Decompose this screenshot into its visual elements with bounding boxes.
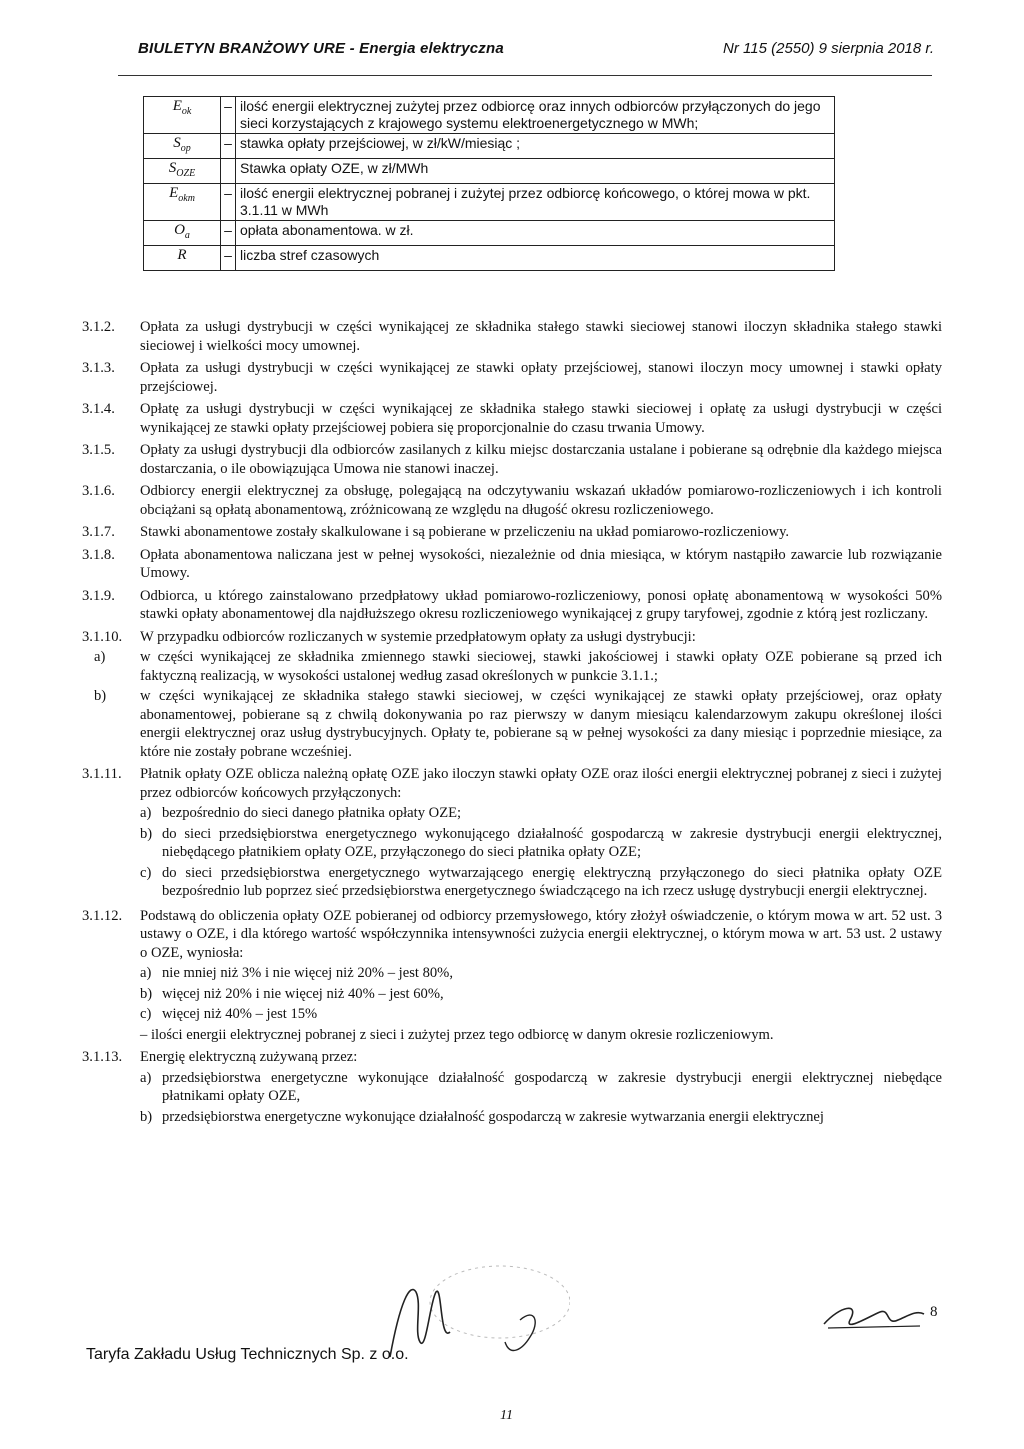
paragraph-number: 3.1.7. — [82, 524, 115, 540]
definition-row — [144, 159, 835, 184]
symbol-main: R — [177, 247, 187, 263]
paragraph-3-1-10-a — [82, 648, 942, 685]
list-text: do sieci przedsiębiorstwa energetycznego wytwarzającego energię elektryczną przyłączonego do sieci płatnika opłaty OZE bezpośrednio lub poprzez sieć przedsiębiorstwa energetycznego świadczącego na ich rzecz usługę dystrybucji energii elektrycznej. — [162, 864, 942, 899]
symbol-main: S — [168, 160, 177, 176]
list-text: przedsiębiorstwa energetyczne wykonujące działalność gospodarczą w zakresie wytwarzania energii elektrycznej — [162, 1108, 824, 1125]
paragraph-3-1-12-c — [140, 1005, 942, 1024]
paragraph-number: 3.1.4. — [82, 401, 115, 417]
paragraph-3-1-9 — [82, 587, 942, 624]
paragraph-text: Opłatę za usługi dystrybucji w części wynikającej ze składnika stałego stawki sieciowej i opłatę za usługi dystrybucji w części wynikającej ze stawki opłaty przejściowej pobiera się proporcjonalnie do czasu trwania Umowy. — [140, 401, 942, 436]
definition-text: stawka opłaty przejściowej, w zł/kW/miesiąc ; — [236, 134, 835, 159]
list-label: b) — [94, 688, 107, 704]
definition-row — [144, 221, 835, 246]
list-label: a) — [140, 1069, 152, 1086]
paragraph-text: Energię elektryczną zużywaną przez: — [140, 1049, 358, 1065]
definition-dash: – — [221, 97, 236, 134]
footer-text: Taryfa Zakładu Usług Technicznych Sp. z o.o. — [86, 1346, 409, 1363]
list-text: w części wynikającej ze składnika zmiennego stawki sieciowej, stawki jakościowej i stawki opłaty OZE pobierane są przed ich faktyczną realizacją, w wysokości ustalonej według zasad określonych w punkcie 3.1.1.; — [140, 649, 942, 684]
paragraph-text: W przypadku odbiorców rozliczanych w systemie przedpłatowym opłaty za usługi dystrybucji: — [140, 628, 696, 645]
paragraph-3-1-11-a — [140, 804, 942, 823]
paragraph-text: Opłaty za usługi dystrybucji dla odbiorców zasilanych z kilku miejsc dostarczania ustalane i pobierane są odrębnie dla każdego miejsca dostarczania, o ile obowiązująca Umowa nie stanowi inaczej. — [140, 442, 942, 477]
paragraph-3-1-2 — [82, 318, 942, 355]
list-label: a) — [140, 805, 152, 821]
definition-symbol — [144, 184, 221, 221]
definition-dash: – — [221, 246, 236, 271]
definition-text: ilość energii elektrycznej zużytej przez odbiorcę oraz innych odbiorców przyłączonych do jego sieci korzystających z krajowego systemu elektroenergetycznego w MWh; — [236, 97, 835, 134]
symbol-subscript: ok — [181, 106, 192, 117]
definition-dash: – — [221, 184, 236, 221]
paragraph-3-1-4 — [82, 400, 942, 437]
definition-row — [144, 184, 835, 221]
definition-text: Stawka opłaty OZE, w zł/MWh — [236, 159, 835, 184]
list-label: c) — [140, 1006, 152, 1022]
publication-title: BIULETYN BRANŻOWY URE - Energia elektryczna — [138, 40, 504, 57]
paragraph-3-1-7 — [82, 523, 942, 542]
definitions-table — [143, 96, 835, 271]
paragraph-3-1-12 — [82, 907, 942, 963]
list-text: do sieci przedsiębiorstwa energetycznego wykonującego działalność gospodarczą w zakresie dystrybucji energii elektrycznej, niebędącego płatnikiem opłaty OZE, przyłączonego do sieci płatnika opłaty OZE; — [162, 825, 942, 860]
paragraph-3-1-3 — [82, 359, 942, 396]
list-text: więcej niż 20% i nie więcej niż 40% – jest 60%, — [162, 985, 444, 1002]
paragraph-3-1-6 — [82, 482, 942, 519]
definition-symbol — [144, 221, 221, 246]
paragraph-number: 3.1.8. — [82, 546, 115, 563]
paragraph-text: Opłata za usługi dystrybucji w części wynikającej ze składnika stałego stawki sieciowej stanowi iloczyn składnika stałego stawki sieciowej i wielkości mocy umownej. — [140, 319, 942, 354]
paragraph-number: 3.1.3. — [82, 360, 115, 376]
definition-dash: – — [221, 221, 236, 246]
paragraph-number: 3.1.13. — [82, 1049, 123, 1065]
paragraph-3-1-10-b — [82, 687, 942, 761]
definition-dash: – — [221, 134, 236, 159]
paragraph-text: Opłata za usługi dystrybucji w części wynikającej ze stawki opłaty przejściowej, stanowi iloczyn mocy umownej i stawki opłaty przejściowej. — [140, 360, 942, 395]
paragraph-3-1-13-a — [140, 1069, 942, 1106]
paragraph-3-1-10 — [82, 628, 942, 647]
paragraph-number: 3.1.5. — [82, 442, 115, 458]
list-text: nie mniej niż 3% i nie więcej niż 20% – jest 80%, — [162, 965, 453, 981]
paragraph-number: 3.1.10. — [82, 628, 123, 645]
header-rule — [118, 75, 932, 76]
list-text: przedsiębiorstwa energetyczne wykonujące działalność gospodarczą w zakresie dystrybucji energii elektrycznej niebędące płatnikami opłaty OZE, — [162, 1069, 942, 1104]
document-body — [82, 318, 942, 1132]
definition-text: opłata abonamentowa. w zł. — [236, 221, 835, 246]
list-text: więcej niż 40% – jest 15% — [162, 1006, 318, 1022]
paragraph-number: 3.1.9. — [82, 587, 115, 604]
paragraph-3-1-11-subs — [82, 804, 942, 903]
paragraph-3-1-5 — [82, 441, 942, 478]
list-label: b) — [140, 1108, 153, 1125]
paragraph-3-1-13-b — [140, 1108, 942, 1127]
paragraph-text: Stawki abonamentowe zostały skalkulowane i są pobierane w przeliczeniu na układ pomiarowo-rozliczeniowy. — [140, 524, 790, 540]
symbol-main: S — [173, 135, 181, 151]
paragraph-3-1-13 — [82, 1048, 942, 1067]
list-label: c) — [140, 864, 152, 881]
paragraph-3-1-12-tail: – ilości energii elektrycznej pobranej z sieci i zużytej przez tego odbiorcę w danym okresie rozliczeniowym. — [140, 1026, 774, 1043]
paragraph-3-1-11-c — [140, 864, 942, 901]
definition-text: ilość energii elektrycznej pobranej i zużytej przez odbiorcę końcowego, o której mowa w pkt. 3.1.11 w MWh — [236, 184, 835, 221]
definition-row — [144, 246, 835, 271]
paragraph-number: 3.1.6. — [82, 483, 115, 499]
page-number: 8 — [930, 1304, 938, 1320]
symbol-subscript: OZE — [176, 168, 196, 179]
symbol-main: E — [172, 98, 182, 114]
paragraph-3-1-12-b — [140, 985, 942, 1004]
definition-dash — [221, 159, 236, 184]
symbol-subscript: a — [184, 230, 190, 241]
definition-symbol — [144, 134, 221, 159]
definition-symbol — [144, 246, 221, 271]
definition-symbol — [144, 159, 221, 184]
paragraph-text: Płatnik opłaty OZE oblicza należną opłatę OZE jako iloczyn stawki opłaty OZE oraz ilości energii elektrycznej pobranej z sieci i zużytej przez odbiorców końcowych przyłączonych: — [140, 766, 942, 801]
list-text: w części wynikającej ze składnika stałego stawki sieciowej, w części wynikającej ze stawki opłaty przejściowej, oraz opłaty abonamentowej, pobierane są z chwilą dokonywania po raz pierwszy w danym miesiącu kalendarzowym zakupu określonej ilości energii elektrycznej oraz usług dystrybucyjnych. Opłaty te, pobierane są w pełnej wysokości za dany miesiąc i poprzednie miesiące, za które nie zostały pobrane wcześniej. — [140, 688, 942, 760]
paragraph-3-1-11-b — [140, 825, 942, 862]
paragraph-3-1-12-subs — [82, 964, 942, 1044]
symbol-subscript: op — [180, 143, 191, 154]
list-label: a) — [94, 649, 106, 665]
paragraph-text: Opłata abonamentowa naliczana jest w pełnej wysokości, niezależnie od dnia miesiąca, w którym nastąpiło zawarcie lub rozwiązanie Umowy. — [140, 546, 942, 581]
paragraph-3-1-8 — [82, 546, 942, 583]
list-label: b) — [140, 825, 153, 842]
page-initials: 11 — [500, 1408, 513, 1423]
paragraph-text: Podstawą do obliczenia opłaty OZE pobieranej od odbiorcy przemysłowego, który złożył oświadczenie, o którym mowa w art. 52 ust. 3 ustawy o OZE, i dla którego wartość współczynnika intensywności zużycia energii elektrycznej, o którym mowa w art. 53 ust. 2 ustawy o OZE, wyniosła: — [140, 907, 942, 961]
signature-mark — [820, 1296, 930, 1336]
paragraph-3-1-12-a — [140, 964, 942, 983]
list-text: bezpośrednio do sieci danego płatnika opłaty OZE; — [162, 805, 462, 821]
symbol-subscript: okm — [178, 193, 195, 204]
symbol-main: E — [169, 185, 179, 201]
definition-row — [144, 97, 835, 134]
list-label: a) — [140, 965, 152, 981]
paragraph-number: 3.1.2. — [82, 319, 115, 335]
symbol-main: O — [174, 222, 185, 238]
list-label: b) — [140, 985, 153, 1002]
definition-symbol — [144, 97, 221, 134]
definition-row — [144, 134, 835, 159]
issue-info: Nr 115 (2550) 9 sierpnia 2018 r. — [723, 40, 934, 57]
paragraph-3-1-13-subs — [82, 1069, 942, 1129]
paragraph-number: 3.1.11. — [82, 766, 122, 782]
page-header — [138, 36, 934, 66]
paragraph-text: Odbiorca, u którego zainstalowano przedpłatowy układ pomiarowo-rozliczeniowy, ponosi opłatę abonamentową w wysokości 50% stawki opłaty abonamentowej dla najdłuższego okresu rozliczeniowego wynikającej z grupy taryfowej, zgodnie z którą jest rozliczany. — [140, 587, 942, 622]
paragraph-3-1-11 — [82, 765, 942, 802]
paragraph-text: Odbiorcy energii elektrycznej za obsługę, polegającą na odczytywaniu wskazań układów pomiarowo-rozliczeniowych i ich kontroli obciążani są opłatą abonamentową, zróżnicowaną ze względu na długość okresu rozliczeniowego. — [140, 483, 942, 518]
paragraph-number: 3.1.12. — [82, 907, 123, 924]
definition-text: liczba stref czasowych — [236, 246, 835, 271]
